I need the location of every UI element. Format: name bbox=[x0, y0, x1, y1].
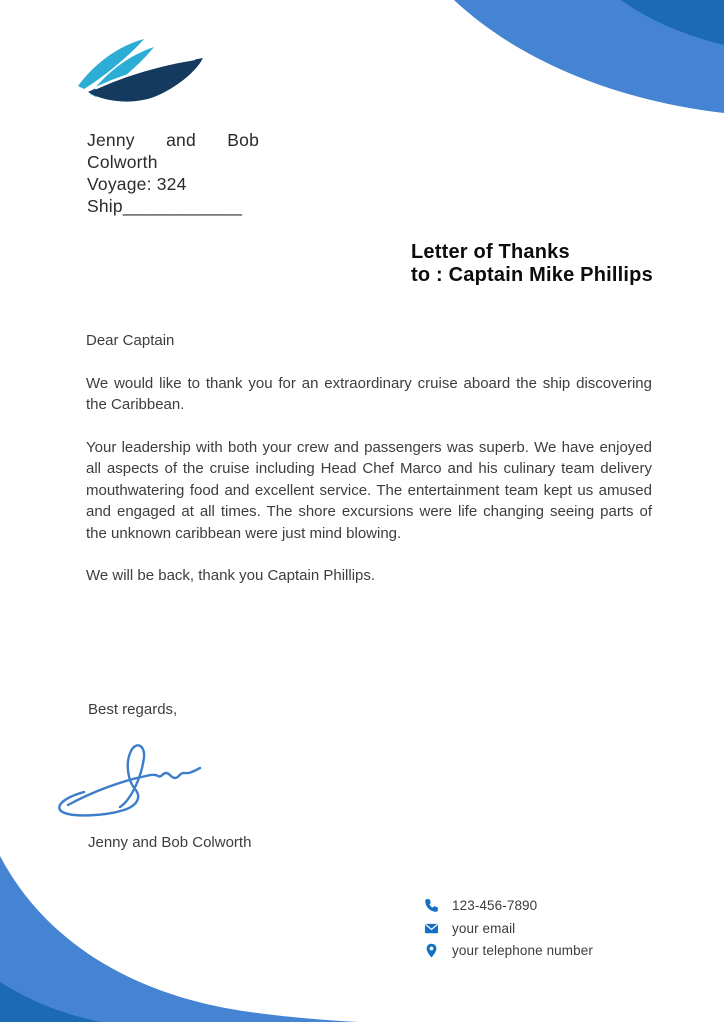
sender-names: Jenny and Bob bbox=[87, 130, 259, 150]
salutation: Dear Captain bbox=[86, 332, 175, 349]
location-text: your telephone number bbox=[452, 943, 593, 959]
letter-paragraph: We would like to thank you for an extraordinary cruise aboard the ship discovering the Caribbean. bbox=[86, 374, 652, 413]
letter-title-line1: Letter of Thanks bbox=[411, 241, 570, 263]
contact-row-email bbox=[424, 921, 593, 937]
email-icon bbox=[424, 921, 439, 936]
closing-line: Best regards, bbox=[88, 701, 178, 718]
contact-row-location bbox=[424, 943, 593, 959]
phone-number: 123-456-7890 bbox=[452, 898, 538, 914]
location-icon bbox=[424, 943, 439, 958]
letter-title bbox=[411, 241, 653, 287]
email-text: your email bbox=[452, 920, 516, 936]
corner-decoration-bottom-left bbox=[0, 852, 360, 1024]
ship-blank-line: Ship____________ bbox=[87, 196, 243, 216]
voyage-number: Voyage: 324 bbox=[87, 174, 187, 194]
signature-name: Jenny and Bob Colworth bbox=[88, 834, 252, 851]
letter-body bbox=[86, 330, 652, 608]
sender-surname: Colworth bbox=[87, 152, 158, 172]
contact-row-phone bbox=[424, 898, 593, 914]
cruise-ship-logo-icon bbox=[72, 38, 212, 110]
phone-icon bbox=[424, 898, 439, 913]
sender-info-block bbox=[87, 129, 259, 217]
letter-paragraph: We will be back, thank you Captain Phillips. bbox=[86, 567, 376, 584]
contact-block bbox=[424, 898, 593, 959]
corner-decoration-top-right bbox=[424, 0, 724, 118]
handwritten-signature bbox=[50, 729, 212, 821]
letter-title-line2: to : Captain Mike Phillips bbox=[411, 264, 653, 286]
letter-paragraph: Your leadership with both your crew and passengers was superb. We have enjoyed all aspects of the cruise including Head Chef Marco and his culinary team delivery mouthwatering food and excellent service. The entertainment team kept us amused and engaged at all times. The shore excursions were life changing seeing parts of the unknown caribbean were just mind blowing. bbox=[86, 438, 652, 542]
